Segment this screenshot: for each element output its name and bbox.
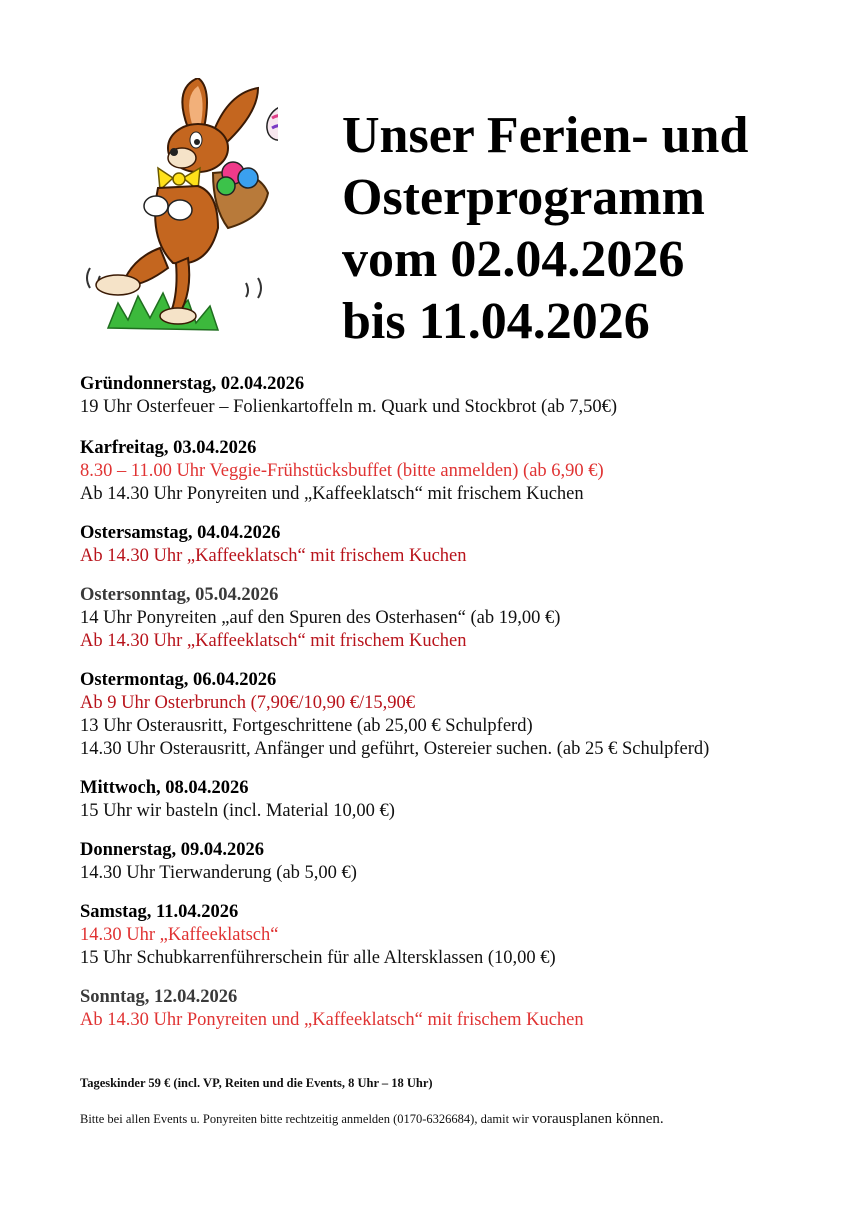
event-line: 15 Uhr Schubkarrenführerschein für alle Altersklassen (10,00 €) [80, 948, 556, 968]
event-line: Ab 9 Uhr Osterbrunch (7,90€/10,90 €/15,90€ [80, 693, 416, 713]
day-heading: Gründonnerstag, 02.04.2026 [80, 374, 305, 394]
day-block-sonntag [80, 986, 840, 1032]
title-line-4: bis 11.04.2026 [342, 293, 650, 350]
registration-note-end: vorausplanen können. [531, 1111, 664, 1127]
day-heading: Ostermontag, 06.04.2026 [80, 670, 277, 690]
event-line: 14.30 Uhr Tierwanderung (ab 5,00 €) [80, 863, 357, 883]
day-block-karfreitag [80, 437, 840, 506]
day-heading: Ostersamstag, 04.04.2026 [80, 523, 281, 543]
event-line: Ab 14.30 Uhr Ponyreiten und „Kaffeeklatsch“ mit frischem Kuchen [80, 1010, 584, 1030]
title-line-3: vom 02.04.2026 [342, 231, 685, 288]
day-heading: Karfreitag, 03.04.2026 [80, 438, 257, 458]
day-block-gruendonnerstag [80, 373, 840, 419]
page-title [342, 105, 842, 353]
event-line: Ab 14.30 Uhr Ponyreiten und „Kaffeeklatsch“ mit frischem Kuchen [80, 484, 584, 504]
day-block-ostermontag [80, 669, 840, 761]
event-line: 19 Uhr Osterfeuer – Folienkartoffeln m. Quark und Stockbrot (ab 7,50€) [80, 397, 618, 417]
easter-bunny-illustration [78, 78, 278, 340]
title-line-1: Unser Ferien- und [342, 107, 749, 164]
day-heading: Sonntag, 12.04.2026 [80, 987, 238, 1007]
event-line: 14.30 Uhr „Kaffeeklatsch“ [80, 925, 279, 945]
registration-note [80, 1111, 664, 1128]
day-block-ostersamstag [80, 522, 840, 568]
event-line: 14.30 Uhr Osterausritt, Anfänger und geführt, Ostereier suchen. (ab 25 € Schulpferd) [80, 739, 710, 759]
event-line: 8.30 – 11.00 Uhr Veggie-Frühstücksbuffet (bitte anmelden) (ab 6,90 €) [80, 461, 604, 481]
day-block-samstag [80, 901, 840, 970]
day-block-mittwoch [80, 777, 840, 823]
day-heading: Donnerstag, 09.04.2026 [80, 840, 264, 860]
event-line: Ab 14.30 Uhr „Kaffeeklatsch“ mit frischem Kuchen [80, 631, 467, 651]
event-line: 14 Uhr Ponyreiten „auf den Spuren des Osterhasen“ (ab 19,00 €) [80, 608, 561, 628]
program-list [80, 373, 840, 1048]
event-line: 15 Uhr wir basteln (incl. Material 10,00 €) [80, 801, 395, 821]
day-heading: Ostersonntag, 05.04.2026 [80, 585, 279, 605]
day-block-donnerstag [80, 839, 840, 885]
tageskinder-note: Tageskinder 59 € (incl. VP, Reiten und die Events, 8 Uhr – 18 Uhr) [80, 1076, 433, 1090]
event-line: 13 Uhr Osterausritt, Fortgeschrittene (ab 25,00 € Schulpferd) [80, 716, 533, 736]
day-heading: Samstag, 11.04.2026 [80, 902, 239, 922]
title-line-2: Osterprogramm [342, 169, 705, 226]
event-line: Ab 14.30 Uhr „Kaffeeklatsch“ mit frischem Kuchen [80, 546, 467, 566]
registration-note-text: Bitte bei allen Events u. Ponyreiten bitte rechtzeitig anmelden (0170-6326684), damit wir [80, 1112, 532, 1126]
day-heading: Mittwoch, 08.04.2026 [80, 778, 249, 798]
day-block-ostersonntag [80, 584, 840, 653]
